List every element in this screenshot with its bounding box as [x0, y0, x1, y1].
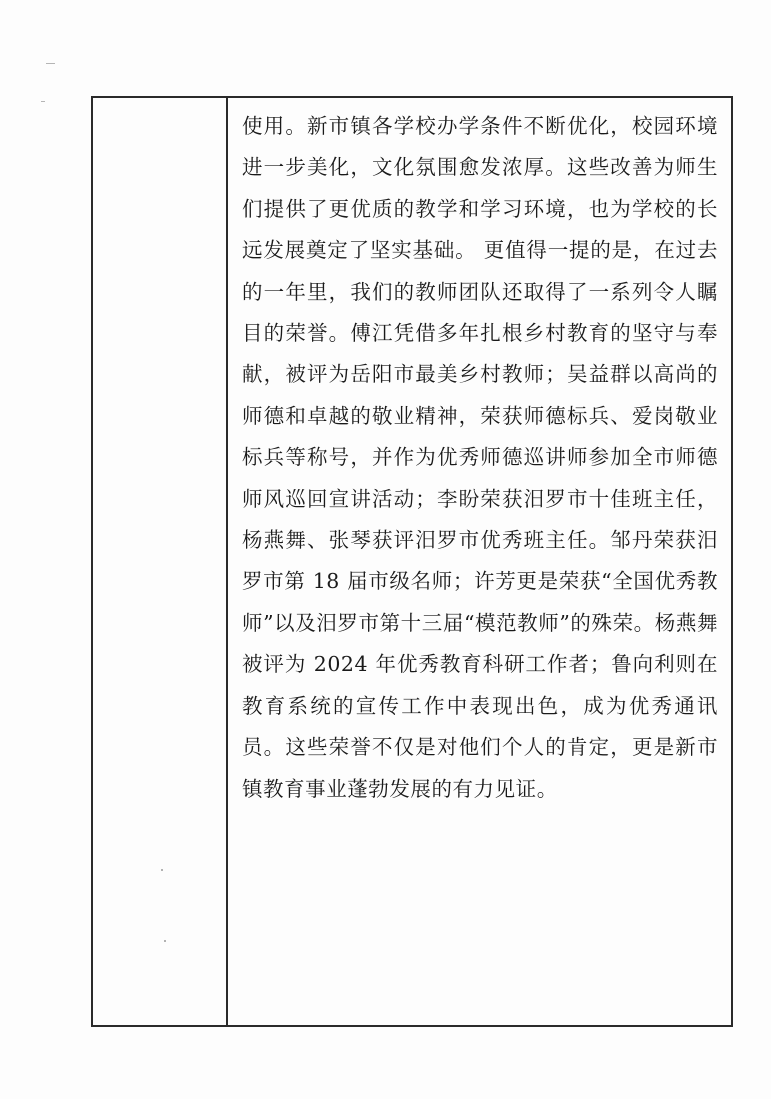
content-cell	[228, 98, 731, 1025]
body-paragraph: 使用。新市镇各学校办学条件不断优化，校园环境进一步美化，文化氛围愈发浓厚。这些改善为师生们提供了更优质的教学和学习环境，也为学校的长远发展奠定了坚实基础。 更值得一提的是，在过去的一年里，我们的教师团队还取得了一系列令人瞩目的荣誉。傅江凭借多年扎根乡村教育的坚守与奉献，被评为岳阳市最美乡村教师；吴益群以高尚的师德和卓越的敬业精神，荣获师德标兵、爱岗敬业标兵等称号，并作为优秀师德巡讲师参加全市师德师风巡回宣讲活动；李盼荣获汨罗市十佳班主任，杨燕舞、张琴获评汨罗市优秀班主任。邹丹荣获汨罗市第 18 届市级名师；许芳更是荣获“全国优秀教师”以及汨罗市第十三届“模范教师”的殊荣。杨燕舞被评为 2024 年优秀教育科研工作者；鲁向利则在教育系统的宣传工作中表现出色，成为优秀通讯员。这些荣誉不仅是对他们个人的肯定，更是新市镇教育事业蓬勃发展的有力见证。	[242, 114, 718, 801]
scan-mark	[41, 101, 45, 102]
form-table	[91, 96, 733, 1027]
scan-mark	[46, 63, 55, 64]
label-cell	[93, 98, 226, 1025]
